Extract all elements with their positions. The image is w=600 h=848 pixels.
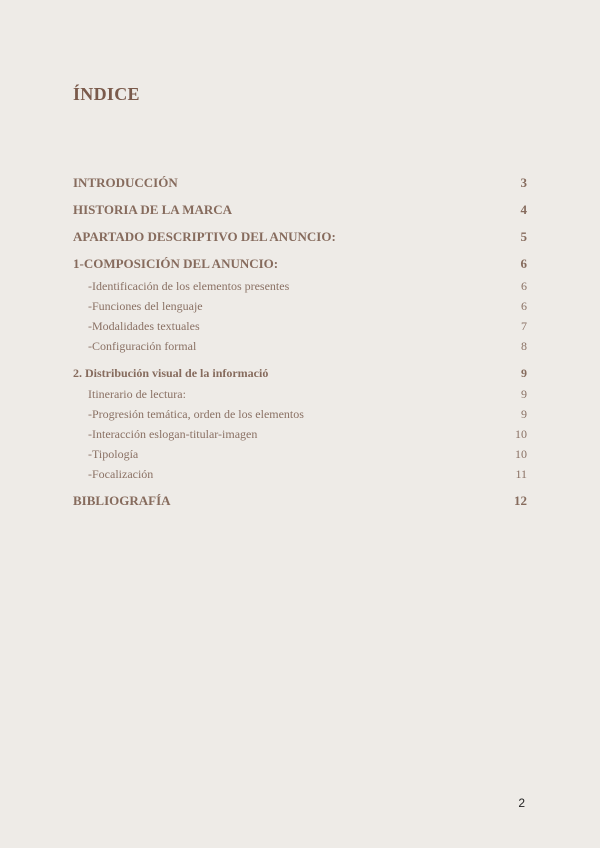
table-of-contents bbox=[73, 174, 527, 519]
toc-entry-bibliografia[interactable] bbox=[73, 492, 527, 519]
toc-entry-page: 9 bbox=[521, 387, 527, 401]
toc-entry-progresion[interactable] bbox=[73, 405, 527, 425]
page-number: 2 bbox=[518, 796, 525, 810]
toc-entry-label: 2. Distribución visual de la informació bbox=[73, 366, 269, 380]
toc-entry-page: 7 bbox=[521, 319, 527, 333]
toc-entry-funciones[interactable] bbox=[73, 297, 527, 317]
toc-entry-page: 9 bbox=[521, 366, 527, 380]
toc-entry-label: -Focalización bbox=[88, 467, 154, 481]
toc-entry-label: -Funciones del lenguaje bbox=[88, 299, 203, 313]
toc-entry-page: 5 bbox=[520, 229, 527, 244]
toc-entry-label: -Interacción eslogan-titular-imagen bbox=[88, 427, 258, 441]
toc-entry-apartado-descriptivo[interactable] bbox=[73, 228, 527, 255]
toc-entry-modalidades[interactable] bbox=[73, 317, 527, 337]
toc-entry-label: -Tipología bbox=[88, 447, 139, 461]
toc-entry-focalizacion[interactable] bbox=[73, 465, 527, 492]
toc-entry-page: 10 bbox=[515, 447, 527, 461]
toc-entry-itinerario[interactable] bbox=[73, 385, 527, 405]
toc-entry-identificacion[interactable] bbox=[73, 277, 527, 297]
toc-entry-introduccion[interactable] bbox=[73, 174, 527, 201]
toc-entry-page: 6 bbox=[521, 279, 527, 293]
toc-entry-composicion[interactable] bbox=[73, 255, 527, 277]
toc-entry-label: INTRODUCCIÓN bbox=[73, 175, 178, 190]
toc-entry-page: 3 bbox=[520, 175, 527, 190]
toc-entry-page: 8 bbox=[521, 339, 527, 353]
toc-entry-label: BIBLIOGRAFÍA bbox=[73, 493, 171, 508]
toc-entry-page: 6 bbox=[521, 299, 527, 313]
toc-entry-tipologia[interactable] bbox=[73, 445, 527, 465]
toc-entry-label: -Identificación de los elementos presentes bbox=[88, 279, 290, 293]
toc-entry-interaccion[interactable] bbox=[73, 425, 527, 445]
toc-entry-page: 6 bbox=[520, 256, 527, 271]
toc-entry-page: 10 bbox=[515, 427, 527, 441]
toc-entry-page: 12 bbox=[514, 493, 527, 508]
toc-entry-configuracion[interactable] bbox=[73, 337, 527, 364]
toc-entry-historia[interactable] bbox=[73, 201, 527, 228]
toc-entry-page: 11 bbox=[515, 467, 527, 481]
toc-entry-label: -Configuración formal bbox=[88, 339, 197, 353]
toc-entry-label: -Progresión temática, orden de los elementos bbox=[88, 407, 304, 421]
toc-entry-page: 9 bbox=[521, 407, 527, 421]
toc-entry-label: APARTADO DESCRIPTIVO DEL ANUNCIO: bbox=[73, 229, 336, 244]
toc-entry-label: Itinerario de lectura: bbox=[88, 387, 186, 401]
toc-entry-label: 1-COMPOSICIÓN DEL ANUNCIO: bbox=[73, 256, 279, 271]
toc-entry-label: HISTORIA DE LA MARCA bbox=[73, 202, 233, 217]
toc-entry-page: 4 bbox=[520, 202, 527, 217]
toc-entry-label: -Modalidades textuales bbox=[88, 319, 200, 333]
toc-entry-distribucion[interactable] bbox=[73, 364, 527, 385]
index-title: ÍNDICE bbox=[73, 84, 140, 104]
